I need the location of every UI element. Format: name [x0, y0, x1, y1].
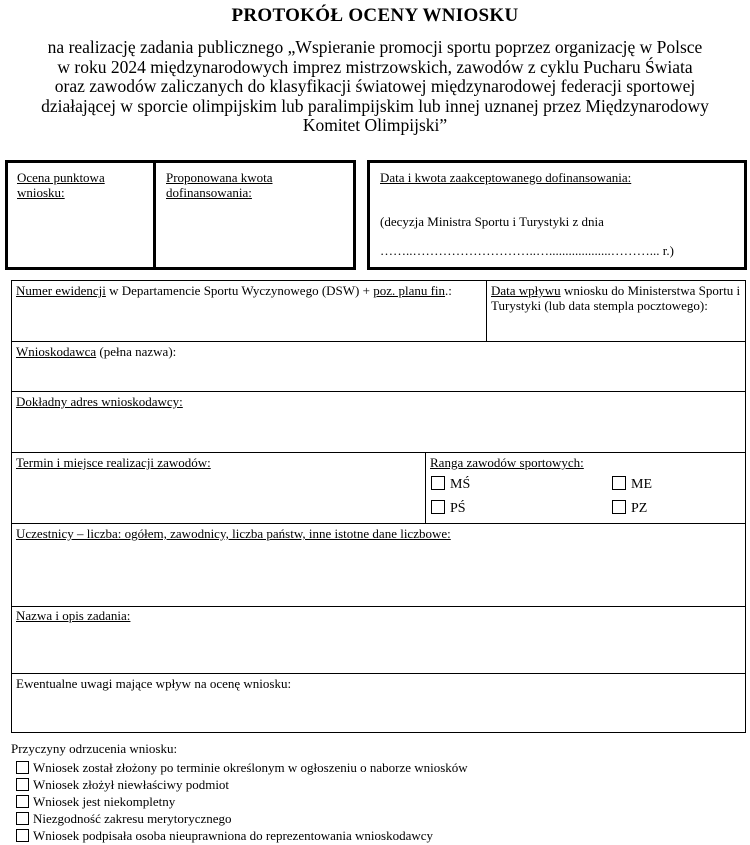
subtitle-line: Komitet Olimpijski”: [302, 115, 448, 136]
rank-ms-option[interactable]: MŚ: [431, 476, 470, 493]
remarks-label: Ewentualne uwagi mające wpływ na ocenę wniosku:: [16, 676, 292, 691]
competition-rank-label: Ranga zawodów sportowych:: [430, 455, 584, 470]
minister-decision-dots: ……..………………………..…...................………... r.): [380, 243, 674, 258]
receipt-date-label: Data wpływu wniosku do Ministerstwa Sportu i Turystyki (lub data stempla pocztowego):: [491, 283, 741, 313]
rejection-reason-item[interactable]: Wniosek jest niekompletny: [16, 794, 175, 809]
subtitle-line: w roku 2024 międzynarodowych imprez mistrzowskich, zawodów z cyklu Pucharu Świata: [57, 56, 693, 77]
rank-ps-option[interactable]: PŚ: [431, 500, 466, 517]
rejection-reason-item[interactable]: Niezgodność zakresu merytorycznego: [16, 811, 232, 826]
score-label: Ocena punktowa wniosku:: [17, 170, 105, 200]
rank-me-checkbox[interactable]: [612, 476, 626, 490]
rejection-reason-checkbox[interactable]: [16, 795, 29, 808]
applicant-address-label: Dokładny adres wnioskodawcy:: [16, 394, 183, 409]
rank-ms-checkbox[interactable]: [431, 476, 445, 490]
rejection-reason-item[interactable]: Wniosek podpisała osoba nieuprawniona do reprezentowania wnioskodawcy: [16, 828, 433, 843]
rank-me-option[interactable]: ME: [612, 476, 652, 493]
rank-ps-checkbox[interactable]: [431, 500, 445, 514]
proposed-amount-label: Proponowana kwota dofinansowania:: [166, 170, 273, 200]
date-place-label: Termin i miejsce realizacji zawodów:: [16, 455, 211, 470]
subtitle-line: oraz zawodów zaliczanych do klasyfikacji światowej międzynarodowej federacji sportowej: [54, 76, 696, 97]
subtitle-line: na realizację zadania publicznego „Wspieranie promocji sportu poprzez organizację w Polsce: [47, 37, 703, 57]
subtitle-line: działającej w sporcie olimpijskim lub paralimpijskim lub innej uznanej przez Międzynarodowy: [41, 95, 709, 116]
rejection-reason-checkbox[interactable]: [16, 761, 29, 774]
rejection-reasons-title: Przyczyny odrzucenia wniosku:: [11, 741, 178, 756]
document-title: PROTOKÓŁ OCENY WNIOSKU: [231, 5, 519, 26]
participants-label: Uczestnicy – liczba: ogółem, zawodnicy, liczba państw, inne istotne dane liczbowe:: [16, 526, 451, 541]
rank-pz-option[interactable]: PZ: [612, 500, 647, 517]
rejection-reason-checkbox[interactable]: [16, 778, 29, 791]
rejection-reason-checkbox[interactable]: [16, 812, 29, 825]
rank-pz-checkbox[interactable]: [612, 500, 626, 514]
document-subtitle: [20, 38, 730, 136]
rejection-reason-item[interactable]: Wniosek złożył niewłaściwy podmiot: [16, 777, 229, 792]
task-description-label: Nazwa i opis zadania:: [16, 608, 131, 623]
score-amount-divider: [153, 160, 156, 270]
applicant-label: Wnioskodawca (pełna nazwa):: [16, 344, 177, 359]
rejection-reason-item[interactable]: Wniosek został złożony po terminie określonym w ogłoszeniu o naborze wniosków: [16, 760, 468, 775]
accepted-funding-label: Data i kwota zaakceptowanego dofinansowania:: [380, 170, 632, 185]
minister-decision-text: (decyzja Ministra Sportu i Turystyki z dnia: [380, 214, 604, 229]
rejection-reason-checkbox[interactable]: [16, 829, 29, 842]
registry-number-label: Numer ewidencji w Departamencie Sportu Wyczynowego (DSW) + poz. planu fin.:: [16, 283, 452, 298]
